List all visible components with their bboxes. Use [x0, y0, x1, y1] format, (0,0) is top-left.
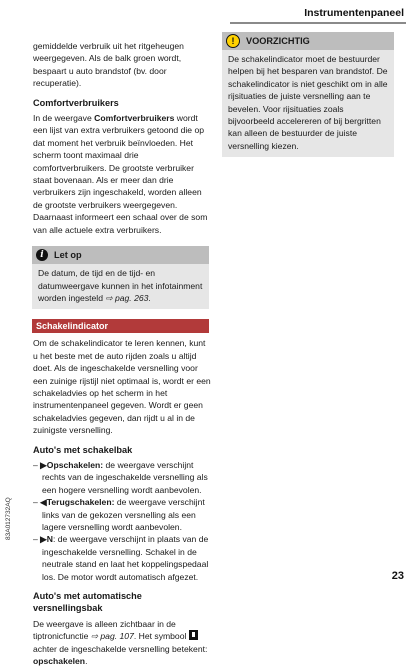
bullet-dash: –	[33, 497, 41, 508]
header-rule	[230, 22, 406, 24]
bullet-text: de weergave verschijnt rechts van de ingeschakelde versnelling als een hogere versnelling wordt aanbevolen.	[42, 459, 208, 495]
note-text: De datum, de tijd en de tijd- en datumweergave kunnen in het infotainment worden ingesteld	[38, 268, 203, 303]
intro-paragraph: gemiddelde verbruik uit het ritgeheugen weergegeven. Als de balk groen wordt, bespaart u auto brandstof (bv. door recuperatie).	[33, 41, 184, 89]
warning-box	[222, 32, 394, 157]
note-box	[32, 246, 209, 309]
note-text-end: .	[148, 292, 151, 303]
section-title-bar: Schakelindicator	[32, 319, 209, 333]
upshift-symbol-icon	[189, 630, 198, 640]
bullet-label: Terugschakelen:	[46, 497, 115, 508]
comfort-text-pre: In de weergave	[33, 113, 95, 124]
page-number: 23	[391, 570, 404, 582]
auto-heading: Auto's met automatische versnellingsbak	[33, 591, 142, 614]
left-column	[33, 40, 211, 669]
document-code: 83A012732AQ	[5, 497, 12, 540]
warning-header	[222, 32, 394, 50]
comfort-heading: Comfortverbruikers	[33, 97, 119, 108]
note-title: Let op	[54, 249, 82, 260]
bullet-dash: –	[33, 459, 41, 470]
warning-body: De schakelindicator moet de bestuurder helpen bij het besparen van brandstof. De schakelindicator is niet geschikt om in alle rijsituaties de juiste versnelling aan te bevelen. Voor rijsituaties zoals bijvoorbeeld accelereren of bij bergritten kan alleen de bestuurder de juiste versnelling kiezen.	[228, 54, 388, 151]
bullet-list	[33, 459, 211, 583]
comfort-text-post: wordt een lijst van extra verbruikers getoond die op dat moment het verbruik beïnvloeden. Het scherm toont maximaal drie comfortverbruikers. De grootste verbruiker staat bovenaan. Als er meer dan drie verbruikers zijn ingeschakeld, worden alleen de grootste verbruikers weergegeven. Daarnaast informeert een schaal over de som van alle actuele extra verbruikers.	[33, 113, 208, 235]
note-page-link[interactable]: ⇨ pag. 263	[105, 292, 149, 303]
auto-text-4: .	[85, 656, 88, 667]
auto-text-1: De weergave is alleen zichtbaar in de tiptronicfunctie	[33, 618, 176, 642]
arrow-left-icon: ◀	[40, 497, 47, 508]
bullet-text: de weergave verschijnt links van de gekozen versnelling als een lagere versnelling wordt aanbevolen.	[42, 497, 205, 532]
bullet-label: Opschakelen:	[46, 459, 104, 470]
warning-icon: !	[226, 34, 240, 48]
warning-title: VOORZICHTIG	[246, 35, 310, 46]
comfort-paragraph	[33, 112, 211, 236]
arrow-right-icon: ▶	[40, 534, 47, 545]
running-header-title: Instrumentenpaneel	[304, 7, 404, 19]
comfort-text-bold: Comfortverbruikers	[94, 113, 175, 124]
auto-bold: opschakelen	[33, 656, 86, 667]
bullet-downshift	[33, 496, 211, 533]
bullet-dash: –	[33, 534, 41, 545]
manual-heading: Auto's met schakelbak	[33, 444, 133, 455]
bullet-upshift	[33, 459, 211, 496]
note-header	[32, 246, 209, 264]
auto-text-3: achter de ingeschakelde versnelling betekent:	[33, 643, 208, 654]
section-intro: Om de schakelindicator te leren kennen, kunt u het beste met de auto rijden zoals u altijd doet. Als de ingeschakelde versnelling voor een zuinige rijstijl niet optimaal is, wordt er een schakeladvies op het scherm in het instrumentenpaneel gegeven. Wordt er geen schakeladvies gegeven, dan rijdt u al in de zuinigste versnelling.	[33, 338, 211, 436]
auto-text-2: . Het symbool	[133, 631, 189, 642]
bullet-text: : de weergave verschijnt in plaats van de ingeschakelde versnelling. Schakel in de neutrale stand en laat het koppelingspedaal los. De motor wordt automatisch afgezet.	[42, 534, 209, 582]
info-icon: i	[36, 249, 48, 261]
bullet-neutral	[33, 533, 211, 583]
bullet-label: N	[46, 534, 53, 545]
arrow-right-icon: ▶	[40, 459, 47, 470]
auto-paragraph	[33, 618, 211, 668]
right-column	[222, 32, 394, 157]
auto-page-link[interactable]: ⇨ pag. 107	[90, 631, 134, 642]
note-body	[32, 264, 209, 309]
